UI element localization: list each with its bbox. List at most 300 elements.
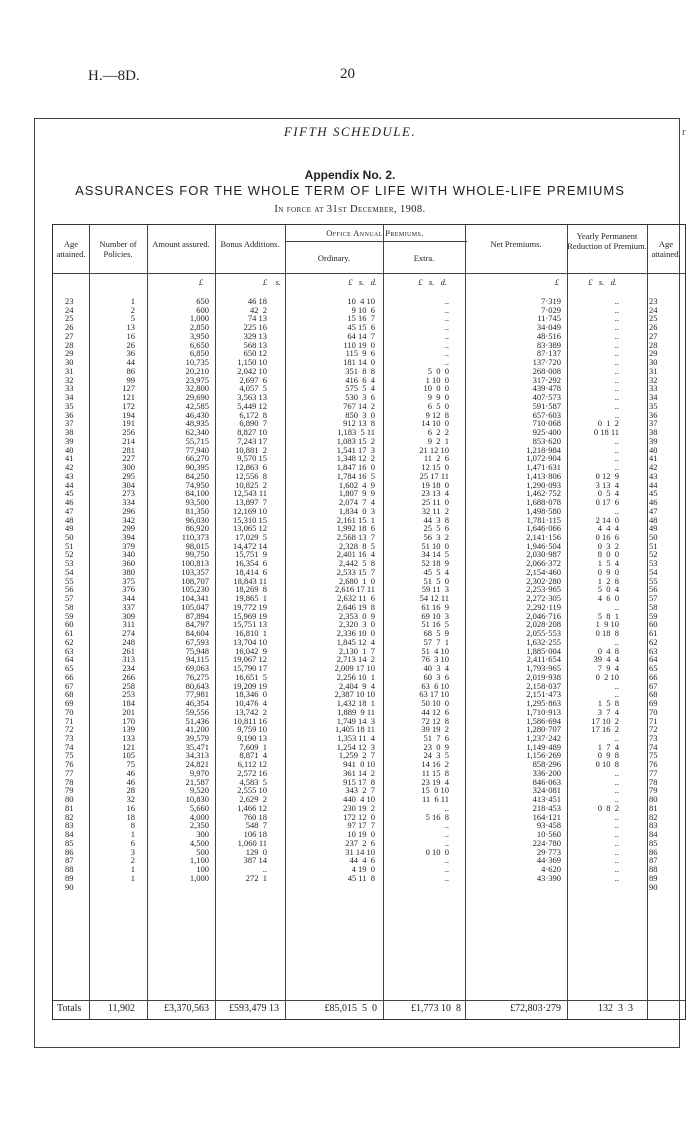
cell-net: 2,151·473 bbox=[526, 689, 561, 700]
cell-bonus: 9,190 13 bbox=[237, 733, 267, 743]
cell-net: 925·400 bbox=[532, 427, 561, 438]
cell-age-right: 86 bbox=[649, 846, 658, 857]
cell-age: 57 bbox=[65, 593, 74, 604]
cell-policies: 1 bbox=[130, 296, 135, 306]
cell-amount: 41,200 bbox=[185, 724, 209, 735]
cell-ordinary: 2,328 8 5 bbox=[338, 540, 375, 551]
cell-age-right: 54 bbox=[649, 566, 658, 577]
cell-age: 86 bbox=[65, 846, 74, 857]
cell-age-right: 72 bbox=[649, 724, 658, 735]
cell-bonus: 2,555 10 bbox=[237, 785, 267, 796]
cell-reduction: .. bbox=[614, 767, 619, 778]
cell-amount: 74,950 bbox=[185, 479, 209, 490]
cell-amount: 32,800 bbox=[185, 383, 209, 394]
cell-age: 89 bbox=[65, 872, 74, 883]
cell-age: 29 bbox=[65, 348, 74, 359]
cell-net: 93·458 bbox=[536, 820, 561, 831]
cell-age: 62 bbox=[65, 636, 74, 647]
cell-extra: 34 14 5 bbox=[421, 549, 449, 560]
cell-policies: 313 bbox=[122, 654, 135, 665]
page-header-left: H.—8D. bbox=[88, 68, 140, 84]
cell-amount: 93,500 bbox=[185, 497, 209, 508]
cell-reduction: 3 13 4 bbox=[595, 479, 619, 490]
cell-net: 858·296 bbox=[532, 759, 561, 770]
cell-bonus: 2,042 10 bbox=[237, 365, 267, 376]
cell-bonus: 7,609 1 bbox=[239, 741, 267, 752]
cell-age: 36 bbox=[65, 409, 74, 420]
cell-age: 50 bbox=[65, 531, 74, 542]
cell-extra: 23 19 4 bbox=[421, 776, 449, 787]
cell-amount: 1,100 bbox=[189, 855, 209, 866]
cell-net: 2,253·965 bbox=[526, 584, 561, 595]
cell-ordinary: 1,353 11 4 bbox=[337, 733, 375, 743]
cell-ordinary: 2,568 13 7 bbox=[336, 531, 375, 542]
cell-net: 2,019·938 bbox=[526, 671, 561, 682]
cell-extra: 0 10 0 bbox=[425, 846, 449, 857]
cell-policies: 273 bbox=[122, 488, 135, 499]
cell-net: 11·745 bbox=[537, 313, 561, 324]
cell-amount: 51,436 bbox=[185, 715, 209, 726]
cell-extra: .. bbox=[444, 322, 449, 333]
cell-net: 591·587 bbox=[532, 400, 561, 411]
cell-extra: 9 12 8 bbox=[425, 409, 449, 420]
cell-age: 32 bbox=[65, 374, 74, 385]
cell-reduction: 1 9 10 bbox=[595, 619, 619, 630]
cell-extra: 6 5 0 bbox=[427, 400, 449, 411]
totals-policies: 11,902 bbox=[107, 1003, 135, 1014]
cell-age-right: 39 bbox=[649, 435, 658, 446]
cell-amount: 96,030 bbox=[185, 514, 209, 525]
cell-amount: 46,430 bbox=[185, 409, 209, 420]
cell-policies: 184 bbox=[122, 698, 135, 709]
cell-bonus: 2,629 2 bbox=[239, 794, 267, 805]
cell-age-right: 69 bbox=[649, 698, 658, 709]
cell-amount: 5,660 bbox=[189, 802, 209, 813]
cell-net: 2,141·156 bbox=[526, 531, 561, 542]
cell-policies: 214 bbox=[122, 435, 135, 446]
cell-ordinary: 1,432 18 1 bbox=[336, 698, 375, 709]
cell-amount: 23,975 bbox=[185, 374, 209, 385]
cell-extra: 21 12 10 bbox=[419, 444, 449, 455]
cell-reduction: 1 5 8 bbox=[597, 698, 619, 709]
cell-age: 47 bbox=[65, 505, 74, 516]
cell-bonus: 4,583 5 bbox=[239, 776, 267, 787]
cell-ordinary: 1,183 5 11 bbox=[337, 427, 375, 438]
cell-age: 49 bbox=[65, 523, 74, 534]
cell-bonus: 16,651 5 bbox=[235, 671, 267, 682]
cell-net: 1,280·707 bbox=[526, 724, 561, 735]
cell-net: 1,632·255 bbox=[526, 636, 561, 647]
office-premiums-divider bbox=[285, 241, 467, 242]
cell-net: 2,272·305 bbox=[526, 593, 561, 604]
cell-age: 39 bbox=[65, 435, 74, 446]
cell-age: 34 bbox=[65, 392, 74, 403]
cell-net: 2,292·119 bbox=[526, 601, 561, 612]
cell-amount: 76,275 bbox=[185, 671, 209, 682]
cell-reduction: 3 7 4 bbox=[597, 706, 619, 717]
cell-age-right: 90 bbox=[649, 881, 658, 892]
cell-bonus: 568 13 bbox=[243, 339, 267, 350]
cell-extra: 23 0 9 bbox=[423, 741, 449, 752]
cell-amount: 1,000 bbox=[189, 313, 209, 324]
cell-net: 2,411·654 bbox=[526, 654, 561, 665]
cell-amount: 21,587 bbox=[185, 776, 209, 787]
cell-amount: 94,115 bbox=[185, 654, 209, 665]
header-office-premiums: Office Annual Premiums. bbox=[326, 228, 424, 238]
cell-extra: .. bbox=[444, 348, 449, 359]
cell-age-right: 55 bbox=[649, 575, 658, 586]
cell-extra: 11 2 6 bbox=[423, 453, 449, 464]
cell-net: 1,586·694 bbox=[526, 715, 561, 726]
cell-policies: 44 bbox=[126, 357, 135, 368]
cell-extra: 32 11 2 bbox=[421, 505, 449, 516]
cell-age: 38 bbox=[65, 427, 74, 438]
cell-extra: 54 12 11 bbox=[419, 593, 449, 604]
cell-bonus: 19,067 12 bbox=[233, 654, 267, 665]
cell-net: 439·478 bbox=[532, 383, 561, 394]
cell-bonus: 12,169 10 bbox=[233, 505, 267, 516]
cell-policies: 281 bbox=[122, 444, 135, 455]
cell-net: 1,793·965 bbox=[526, 663, 561, 674]
cell-policies: 379 bbox=[122, 540, 135, 551]
cell-age-right: 82 bbox=[649, 811, 658, 822]
unit-ordinary: £ s. d. bbox=[348, 277, 377, 287]
cell-bonus: 13,897 7 bbox=[235, 497, 267, 508]
cell-policies: 127 bbox=[122, 383, 135, 394]
cell-ordinary: 1,807 9 9 bbox=[338, 488, 375, 499]
cell-reduction: 7 9 4 bbox=[597, 663, 619, 674]
cell-amount: 105,230 bbox=[181, 584, 209, 595]
cell-bonus: 18,843 11 bbox=[233, 575, 267, 586]
cell-extra: 72 12 8 bbox=[421, 715, 449, 726]
cell-bonus: 2,572 16 bbox=[237, 767, 267, 778]
cell-age-right: 73 bbox=[649, 733, 658, 743]
cell-extra: 14 10 0 bbox=[421, 418, 449, 429]
cell-ordinary: 850 3 0 bbox=[345, 409, 375, 420]
cell-age: 44 bbox=[65, 479, 74, 490]
cell-extra: 57 7 1 bbox=[423, 636, 449, 647]
cell-age-right: 61 bbox=[649, 628, 658, 639]
cell-age: 55 bbox=[65, 575, 74, 586]
cell-ordinary: 2,680 1 0 bbox=[338, 575, 375, 586]
cell-age: 73 bbox=[65, 733, 74, 743]
cell-bonus: 46 18 bbox=[247, 296, 267, 306]
cell-net: 2,055·553 bbox=[526, 628, 561, 639]
cell-ordinary: 97 17 7 bbox=[347, 820, 375, 831]
cell-amount: 103,357 bbox=[181, 566, 209, 577]
cell-ordinary: 2,632 11 6 bbox=[337, 593, 375, 604]
cell-net: 846·063 bbox=[532, 776, 561, 787]
cell-amount: 77,940 bbox=[185, 444, 209, 455]
cell-extra: 25 17 11 bbox=[419, 470, 449, 481]
cell-amount: 86,920 bbox=[185, 523, 209, 534]
cell-age-right: 26 bbox=[649, 322, 658, 333]
cell-net: 10·560 bbox=[536, 829, 561, 840]
cell-age: 42 bbox=[65, 462, 74, 473]
cell-ordinary: 110 19 0 bbox=[343, 339, 375, 350]
cell-bonus: 10,476 4 bbox=[235, 698, 267, 709]
cell-age: 56 bbox=[65, 584, 74, 595]
cell-extra: .. bbox=[444, 872, 449, 883]
cell-amount: 55,715 bbox=[185, 435, 209, 446]
cell-extra: 14 16 2 bbox=[421, 759, 449, 770]
totals-amount: £3,370,563 bbox=[164, 1003, 209, 1014]
cell-reduction: .. bbox=[614, 733, 619, 743]
cell-reduction: 5 8 1 bbox=[597, 610, 619, 621]
cell-age: 88 bbox=[65, 864, 74, 875]
cell-ordinary: 1,541 17 3 bbox=[336, 444, 375, 455]
cell-net: 1,710·913 bbox=[526, 706, 561, 717]
cell-amount: 105,047 bbox=[181, 601, 209, 612]
cell-policies: 16 bbox=[126, 802, 135, 813]
cell-net: 324·081 bbox=[532, 785, 561, 796]
cell-age: 82 bbox=[65, 811, 74, 822]
cell-policies: 295 bbox=[122, 470, 135, 481]
cell-net: 1,498·580 bbox=[526, 505, 561, 516]
cell-net: 268·008 bbox=[532, 365, 561, 376]
cell-bonus: 5,449 12 bbox=[237, 400, 267, 411]
cell-ordinary: 9 10 6 bbox=[351, 304, 375, 315]
cell-age: 74 bbox=[65, 741, 74, 752]
cell-net: 7·029 bbox=[541, 304, 561, 315]
cell-bonus: 14,472 14 bbox=[233, 540, 267, 551]
cell-age: 64 bbox=[65, 654, 74, 665]
cell-amount: 84,100 bbox=[185, 488, 209, 499]
cell-reduction: .. bbox=[614, 846, 619, 857]
cell-reduction: 17 10 2 bbox=[591, 715, 619, 726]
cell-bonus: 15,969 19 bbox=[233, 610, 267, 621]
cell-ordinary: 2,442 5 8 bbox=[338, 558, 375, 569]
cell-amount: 100 bbox=[196, 864, 209, 875]
cell-extra: .. bbox=[444, 304, 449, 315]
header-amount: Amount assured. bbox=[152, 239, 210, 249]
cell-extra: .. bbox=[444, 864, 449, 875]
cell-reduction: 2 14 0 bbox=[595, 514, 619, 525]
cell-amount: 98,015 bbox=[185, 540, 209, 551]
cell-age-right: 29 bbox=[649, 348, 658, 359]
cell-extra: 25 5 6 bbox=[423, 523, 449, 534]
unit-extra: £ s. d. bbox=[418, 277, 447, 287]
cell-extra: 60 3 6 bbox=[423, 671, 449, 682]
cell-amount: 10,830 bbox=[185, 794, 209, 805]
cell-ordinary: 1,889 9 11 bbox=[337, 706, 375, 717]
cell-net: 1,688·078 bbox=[526, 497, 561, 508]
cell-net: 137·720 bbox=[532, 357, 561, 368]
cell-reduction: 0 18 8 bbox=[595, 628, 619, 639]
header-net: Net Premiums. bbox=[490, 239, 542, 249]
cell-age-right: 78 bbox=[649, 776, 658, 787]
cell-ordinary: 115 9 6 bbox=[345, 348, 375, 359]
cell-age-right: 74 bbox=[649, 741, 658, 752]
cell-age-right: 87 bbox=[649, 855, 658, 866]
cell-policies: 139 bbox=[122, 724, 135, 735]
cell-bonus: 13,065 12 bbox=[233, 523, 267, 534]
cell-bonus: 74 13 bbox=[247, 313, 267, 324]
cell-policies: 46 bbox=[126, 776, 135, 787]
cell-bonus: 15,751 13 bbox=[233, 619, 267, 630]
cell-age-right: 31 bbox=[649, 365, 658, 376]
cell-age: 30 bbox=[65, 357, 74, 368]
cell-age: 80 bbox=[65, 794, 74, 805]
cell-age-right: 71 bbox=[649, 715, 658, 726]
cell-extra: 51 5 0 bbox=[423, 575, 449, 586]
cell-age: 67 bbox=[65, 680, 74, 691]
cell-ordinary: 1,847 16 0 bbox=[336, 462, 375, 473]
cell-net: 1,072·904 bbox=[526, 453, 561, 464]
cell-policies: 194 bbox=[122, 409, 135, 420]
cell-ordinary: 2,009 17 10 bbox=[334, 663, 375, 674]
cell-amount: 9,520 bbox=[189, 785, 209, 796]
cell-extra: 6 2 2 bbox=[427, 427, 449, 438]
cell-age-right: 40 bbox=[649, 444, 658, 455]
cell-ordinary: 2,713 14 2 bbox=[336, 654, 375, 665]
schedule-title: FIFTH SCHEDULE. bbox=[283, 124, 417, 139]
cell-net: 218·453 bbox=[532, 802, 561, 813]
cell-extra: 51 16 5 bbox=[421, 619, 449, 630]
cell-policies: 375 bbox=[122, 575, 135, 586]
cell-ordinary: 1,784 16 5 bbox=[336, 470, 375, 481]
cell-policies: 274 bbox=[122, 628, 135, 639]
cell-age-right: 89 bbox=[649, 872, 658, 883]
cell-reduction: 4 4 4 bbox=[597, 523, 619, 534]
cell-ordinary: 1,348 12 2 bbox=[336, 453, 375, 464]
cell-policies: 5 bbox=[130, 313, 135, 324]
cell-bonus: 1,060 11 bbox=[237, 837, 267, 848]
cell-policies: 340 bbox=[122, 549, 135, 560]
cell-age-right: 42 bbox=[649, 462, 658, 473]
cell-age: 52 bbox=[65, 549, 74, 560]
cell-bonus: 387 14 bbox=[243, 855, 267, 866]
cell-reduction: .. bbox=[614, 462, 619, 473]
cell-age: 54 bbox=[65, 566, 74, 577]
cell-bonus: 16,042 9 bbox=[235, 645, 267, 656]
cell-age-right: 23 bbox=[649, 296, 658, 306]
cell-amount: 9,970 bbox=[189, 767, 209, 778]
cell-bonus: 6,112 12 bbox=[237, 759, 267, 770]
cell-age: 28 bbox=[65, 339, 74, 350]
cell-amount: 59,556 bbox=[185, 706, 209, 717]
cell-amount: 34,313 bbox=[185, 750, 209, 761]
cell-bonus: 18,346 0 bbox=[235, 689, 267, 700]
cell-age: 90 bbox=[65, 881, 74, 892]
cell-bonus: 272 1 bbox=[245, 872, 267, 883]
cell-age-right: 37 bbox=[649, 418, 658, 429]
cell-extra: 56 3 2 bbox=[423, 531, 449, 542]
cell-bonus: 15,751 9 bbox=[235, 549, 267, 560]
cell-ordinary: 1,254 12 3 bbox=[336, 741, 375, 752]
cell-age: 46 bbox=[65, 497, 74, 508]
cell-reduction: .. bbox=[614, 505, 619, 516]
cell-reduction: .. bbox=[614, 409, 619, 420]
cell-ordinary: 912 13 8 bbox=[343, 418, 375, 429]
cell-age-right: 84 bbox=[649, 829, 658, 840]
cell-age-right: 63 bbox=[649, 645, 658, 656]
cell-age-right: 44 bbox=[649, 479, 658, 490]
cell-extra: 59 11 3 bbox=[421, 584, 449, 595]
cell-net: 2,046·716 bbox=[526, 610, 561, 621]
cell-ordinary: 1,992 18 6 bbox=[336, 523, 375, 534]
cell-net: 34·049 bbox=[536, 322, 561, 333]
cell-age-right: 65 bbox=[649, 663, 658, 674]
cell-policies: 32 bbox=[126, 794, 135, 805]
cell-extra: .. bbox=[444, 829, 449, 840]
cell-policies: 28 bbox=[126, 785, 135, 796]
cell-age: 85 bbox=[65, 837, 74, 848]
cell-net: 2,154·460 bbox=[526, 566, 561, 577]
header-policies: Number of Policies. bbox=[99, 239, 137, 259]
cell-ordinary: 10 19 0 bbox=[347, 829, 375, 840]
cell-policies: 133 bbox=[122, 733, 135, 743]
cell-reduction: .. bbox=[614, 330, 619, 341]
totals-label: Totals bbox=[57, 1003, 82, 1014]
cell-age-right: 46 bbox=[649, 497, 658, 508]
cell-ordinary: 1,834 0 3 bbox=[338, 505, 375, 516]
cell-reduction: .. bbox=[614, 680, 619, 691]
cell-amount: 77,981 bbox=[185, 689, 209, 700]
cell-net: 44·369 bbox=[536, 855, 561, 866]
cell-amount: 100,813 bbox=[181, 558, 209, 569]
cell-net: 1,462·752 bbox=[526, 488, 561, 499]
cell-policies: 300 bbox=[122, 462, 135, 473]
cell-age: 71 bbox=[65, 715, 74, 726]
cell-age: 23 bbox=[65, 296, 74, 306]
cell-ordinary: 530 3 6 bbox=[345, 392, 375, 403]
table-row bbox=[53, 883, 685, 892]
unit-bonus: £ s. bbox=[262, 277, 281, 287]
cell-bonus: 225 16 bbox=[243, 322, 267, 333]
cell-ordinary: 31 14 10 bbox=[345, 846, 375, 857]
cell-amount: 42,585 bbox=[185, 400, 209, 411]
cell-age-right: 41 bbox=[649, 453, 658, 464]
cell-policies: 16 bbox=[126, 330, 135, 341]
cell-ordinary: 64 14 7 bbox=[347, 330, 375, 341]
cell-bonus: 12,863 6 bbox=[235, 462, 267, 473]
cell-age: 70 bbox=[65, 706, 74, 717]
cell-extra: 40 3 4 bbox=[423, 663, 449, 674]
cell-age: 75 bbox=[65, 750, 74, 761]
cell-net: 1,413·806 bbox=[526, 470, 561, 481]
cell-ordinary: 2,336 10 0 bbox=[336, 628, 375, 639]
cell-extra: 5 0 0 bbox=[427, 365, 449, 376]
cell-amount: 650 bbox=[196, 296, 209, 306]
cell-bonus: 16,810 1 bbox=[235, 628, 267, 639]
cell-policies: 3 bbox=[130, 846, 135, 857]
cell-age-right: 36 bbox=[649, 409, 658, 420]
header-divider bbox=[53, 273, 685, 274]
totals-reduction: 132 3 3 bbox=[598, 1003, 633, 1014]
cell-extra: 10 0 0 bbox=[423, 383, 449, 394]
cell-ordinary: 2,161 15 1 bbox=[336, 514, 375, 525]
cell-age-right: 30 bbox=[649, 357, 658, 368]
cell-reduction: .. bbox=[614, 811, 619, 822]
cell-ordinary: 181 14 0 bbox=[343, 357, 375, 368]
cell-amount: 69,063 bbox=[185, 663, 209, 674]
cell-ordinary: 2,616 17 11 bbox=[334, 584, 375, 595]
cell-extra: 11 15 8 bbox=[421, 767, 449, 778]
cell-bonus: 16,354 6 bbox=[235, 558, 267, 569]
cell-reduction: .. bbox=[614, 365, 619, 376]
cell-ordinary: 2,387 10 10 bbox=[334, 689, 375, 700]
cell-bonus: 329 13 bbox=[243, 330, 267, 341]
cell-ordinary: 2,404 9 4 bbox=[338, 680, 375, 691]
cell-age: 79 bbox=[65, 785, 74, 796]
cell-reduction: 0 4 8 bbox=[597, 645, 619, 656]
cell-reduction: .. bbox=[614, 855, 619, 866]
cell-policies: 342 bbox=[122, 514, 135, 525]
cell-amount: 62,340 bbox=[185, 427, 209, 438]
cell-amount: 67,593 bbox=[185, 636, 209, 647]
cell-net: 87·137 bbox=[536, 348, 561, 359]
